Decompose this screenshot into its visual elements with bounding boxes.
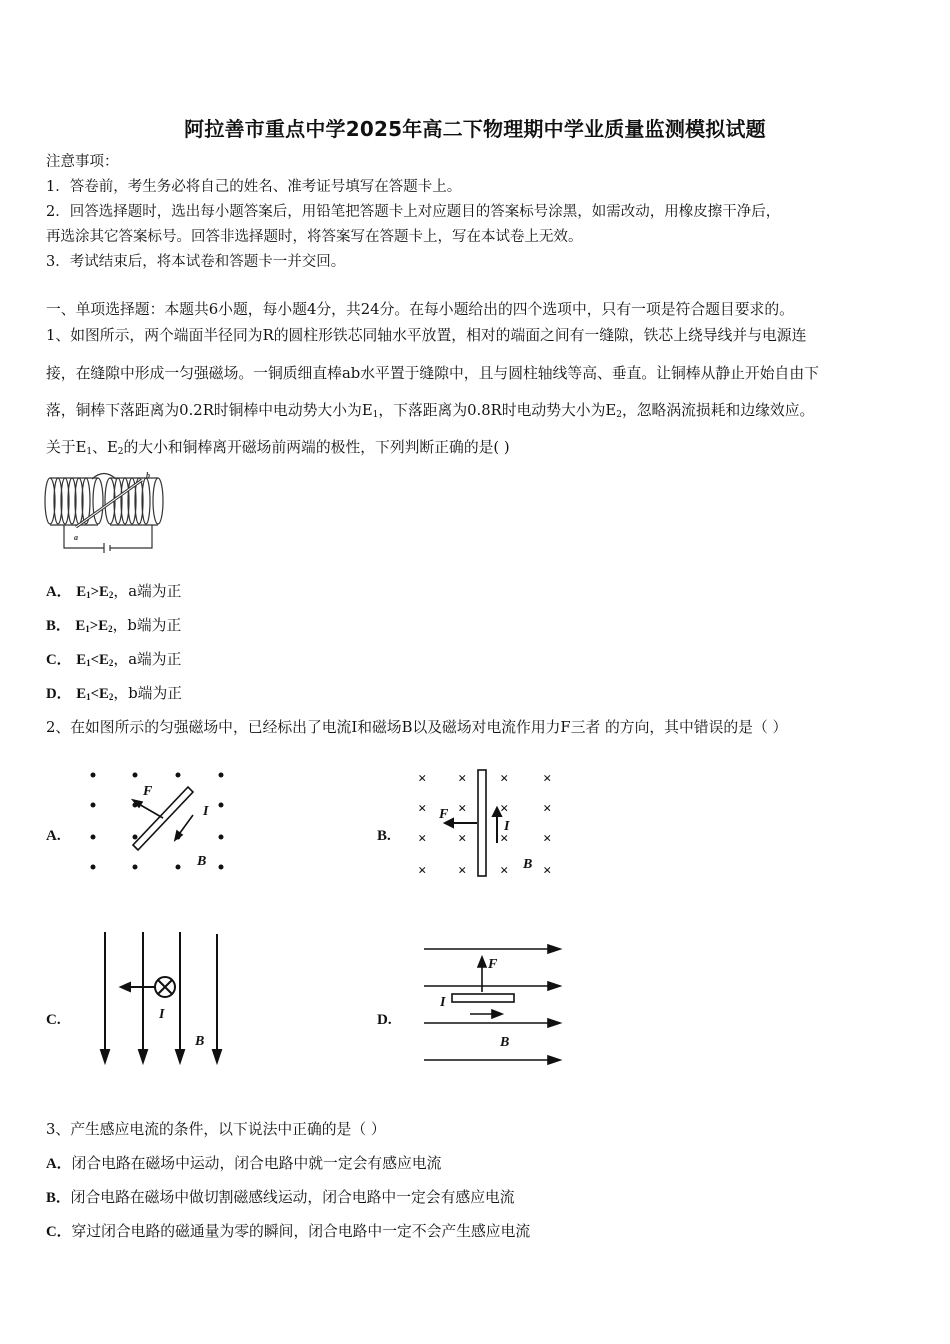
section-heading: 一、单项选择题：本题共6小题，每小题4分，共24分。在每小题给出的四个选项中，只有一项是符合题目要求的。 [46,301,794,318]
q2-option-c-label[interactable]: C. [46,1012,61,1028]
label-I: I [504,819,510,834]
notice-item-2-cont: 再选涂其它答案标号。回答非选择题时，将答案写在答题卡上，写在本试卷上无效。 [46,229,583,245]
label-B: B [500,1035,510,1050]
label-F: F [488,957,498,972]
q2-figure-a [85,765,230,875]
svg-text:×: × [418,801,427,817]
label-F: F [439,807,449,822]
svg-text:×: × [543,801,552,817]
q1-stem-line-3: 落，铜棒下落距离为0.2R时铜棒中电动势大小为$E_1$，下落距离为0.8R时电动势大小为$E_2$，忽略涡流损耗和边缘效应。 [46,402,815,420]
label-B: B [197,854,207,869]
svg-text:×: × [458,801,467,817]
q1-option-d[interactable]: D． $E_1<E_2$，b端为正 [46,685,183,702]
svg-text:×: × [500,801,509,817]
q2-figure-c [95,930,225,1070]
svg-text:×: × [543,863,552,879]
q1-option-a[interactable]: A． $E_1>E_2$，a端为正 [46,583,182,600]
svg-text:×: × [418,771,427,787]
svg-text:×: × [543,831,552,847]
q2-figure-d [422,940,567,1065]
svg-text:×: × [458,771,467,787]
q2-stem: 2、在如图所示的匀强磁场中，已经标出了电流I和磁场B以及磁场对电流作用力F三者 的方向，其中错误的是（ ） [46,719,788,736]
label-a: a [74,533,78,542]
notice-item-2: 2．回答选择题时，选出每小题答案后，用铅笔把答题卡上对应题目的答案标号涂黑，如需改动，用橡皮擦干净后， [46,204,781,220]
svg-text:×: × [543,771,552,787]
q2-option-a-label[interactable]: A. [46,828,61,844]
q1-option-c[interactable]: C． $E_1<E_2$，a端为正 [46,651,182,668]
svg-text:×: × [458,831,467,847]
q3-option-c[interactable]: C．穿过闭合电路的磁通量为零的瞬间，闭合电路中一定不会产生感应电流 [46,1223,531,1240]
svg-text:×: × [458,863,467,879]
label-F: F [143,784,153,799]
q1-stem-line-2: 接，在缝隙中形成一匀强磁场。一铜质细直棒ab水平置于缝隙中，且与圆柱轴线等高、垂直。让铜棒从静止开始自由下 [46,365,819,382]
q1-stem-line-4: 关于$E_1$、$E_2$的大小和铜棒离开磁场前两端的极性，下列判断正确的是( ) [46,439,510,457]
label-I: I [440,995,446,1010]
label-B: B [523,857,533,872]
svg-text:×: × [500,863,509,879]
svg-text:×: × [500,831,509,847]
q2-option-b-label[interactable]: B. [377,828,391,844]
notice-heading: 注意事项： [46,154,119,170]
svg-text:×: × [418,831,427,847]
q1-coil-figure [44,470,164,555]
q1-stem-line-1: 1、如图所示，两个端面半径同为R的圆柱形铁芯同轴水平放置，相对的端面之间有一缝隙，铁芯上绕导线并与电源连 [46,327,807,344]
q2-option-d-label[interactable]: D. [377,1012,392,1028]
label-B: B [195,1034,205,1049]
label-I: I [159,1007,165,1022]
q3-option-b[interactable]: B．闭合电路在磁场中做切割磁感线运动，闭合电路中一定会有感应电流 [46,1189,515,1206]
svg-text:×: × [500,771,509,787]
label-I: I [203,804,209,819]
q1-option-b[interactable]: B． $E_1>E_2$，b端为正 [46,617,182,634]
q3-option-a[interactable]: A．闭合电路在磁场中运动，闭合电路中就一定会有感应电流 [46,1155,442,1172]
notice-item-3: 3．考试结束后，将本试卷和答题卡一并交回。 [46,254,346,270]
svg-text:×: × [418,863,427,879]
notice-item-1: 1．答卷前，考生务必将自己的姓名、准考证号填写在答题卡上。 [46,179,462,195]
q2-figure-b [415,768,565,883]
label-b: b [146,471,150,480]
q3-stem: 3、产生感应电流的条件，以下说法中正确的是（ ） [46,1121,386,1138]
page-title: 阿拉善市重点中学2025年高二下物理期中学业质量监测模拟试题 [184,117,766,141]
